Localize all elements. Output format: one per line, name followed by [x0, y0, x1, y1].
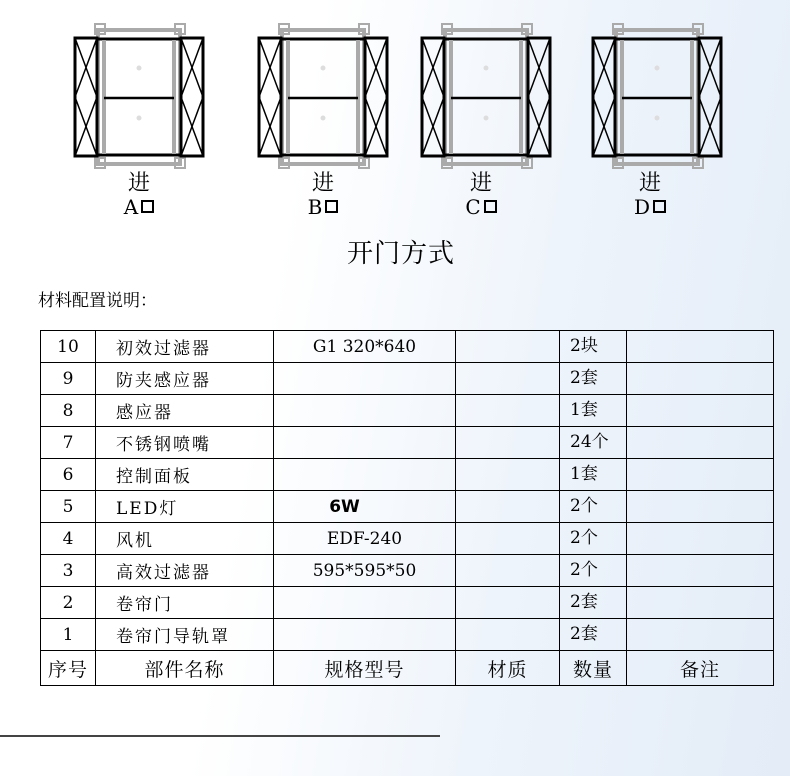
- part-name: 感应器: [96, 395, 274, 427]
- part-name: 控制面板: [96, 459, 274, 491]
- part-remark: [627, 331, 774, 363]
- door-label-d: [620, 173, 680, 217]
- square-marker-icon: [141, 200, 154, 213]
- row-number: 7: [41, 427, 96, 459]
- row-number: 4: [41, 523, 96, 555]
- part-remark: [627, 555, 774, 587]
- part-name: LED灯: [96, 491, 274, 523]
- part-spec: [274, 587, 456, 619]
- part-name: 不锈钢喷嘴: [96, 427, 274, 459]
- part-remark: [627, 587, 774, 619]
- door-label-c: [451, 173, 511, 217]
- table-header-row: [41, 651, 774, 686]
- part-name: 风机: [96, 523, 274, 555]
- part-quantity: 1套: [560, 459, 627, 491]
- part-name: 卷帘门: [96, 587, 274, 619]
- part-remark: [627, 459, 774, 491]
- part-quantity: 2个: [560, 555, 627, 587]
- enter-label: 进: [638, 171, 661, 196]
- part-name: 高效过滤器: [96, 555, 274, 587]
- parts-table: [40, 330, 774, 686]
- door-label-a: [109, 173, 169, 217]
- table-row: [41, 491, 774, 523]
- row-number: 5: [41, 491, 96, 523]
- part-remark: [627, 363, 774, 395]
- part-material: [456, 459, 560, 491]
- part-material: [456, 587, 560, 619]
- part-quantity: 2块: [560, 331, 627, 363]
- door-unit-d: [593, 24, 721, 168]
- part-material: [456, 491, 560, 523]
- header-quantity: 数量: [560, 651, 627, 686]
- table-row: [41, 587, 774, 619]
- header-spec: 规格型号: [274, 651, 456, 686]
- part-name: 初效过滤器: [96, 331, 274, 363]
- door-letter: C: [451, 197, 511, 217]
- enter-label: 进: [311, 171, 334, 196]
- door-unit-b: [259, 24, 387, 168]
- header-part-name: 部件名称: [96, 651, 274, 686]
- material-config-label: 材料配置说明：: [38, 291, 157, 311]
- part-spec: 595*595*50: [274, 555, 456, 587]
- part-quantity: 24个: [560, 427, 627, 459]
- row-number: 6: [41, 459, 96, 491]
- table-row: [41, 363, 774, 395]
- door-letter: B: [293, 197, 353, 217]
- part-name: 卷帘门导轨罩: [96, 619, 274, 651]
- table-row: [41, 619, 774, 651]
- table-row: [41, 395, 774, 427]
- part-quantity: 2套: [560, 619, 627, 651]
- square-marker-icon: [325, 200, 338, 213]
- part-spec: 6W: [274, 491, 456, 523]
- part-remark: [627, 619, 774, 651]
- part-material: [456, 523, 560, 555]
- part-spec: [274, 363, 456, 395]
- row-number: 9: [41, 363, 96, 395]
- header-remark: 备注: [627, 651, 774, 686]
- row-number: 8: [41, 395, 96, 427]
- part-material: [456, 363, 560, 395]
- door-unit-a: [75, 24, 203, 168]
- part-spec: [274, 427, 456, 459]
- part-remark: [627, 395, 774, 427]
- square-marker-icon: [653, 200, 666, 213]
- part-spec: [274, 619, 456, 651]
- row-number: 10: [41, 331, 96, 363]
- part-remark: [627, 491, 774, 523]
- part-material: [456, 555, 560, 587]
- part-quantity: 1套: [560, 395, 627, 427]
- door-label-b: [293, 173, 353, 217]
- square-marker-icon: [484, 200, 497, 213]
- enter-label: 进: [469, 171, 492, 196]
- part-quantity: 2个: [560, 523, 627, 555]
- table-row: [41, 427, 774, 459]
- door-letter: D: [620, 197, 680, 217]
- row-number: 2: [41, 587, 96, 619]
- part-material: [456, 331, 560, 363]
- table-row: [41, 459, 774, 491]
- divider: [0, 735, 440, 737]
- table-row: [41, 331, 774, 363]
- part-name: 防夹感应器: [96, 363, 274, 395]
- part-quantity: 2个: [560, 491, 627, 523]
- part-quantity: 2套: [560, 363, 627, 395]
- part-quantity: 2套: [560, 587, 627, 619]
- part-remark: [627, 427, 774, 459]
- table-row: [41, 555, 774, 587]
- header-material: 材质: [456, 651, 560, 686]
- door-letter: A: [109, 197, 169, 217]
- enter-label: 进: [127, 171, 150, 196]
- part-spec: [274, 395, 456, 427]
- part-material: [456, 395, 560, 427]
- part-remark: [627, 523, 774, 555]
- part-spec: [274, 459, 456, 491]
- door-unit-c: [422, 24, 550, 168]
- table-row: [41, 523, 774, 555]
- part-material: [456, 619, 560, 651]
- row-number: 1: [41, 619, 96, 651]
- row-number: 3: [41, 555, 96, 587]
- part-spec: G1 320*640: [274, 331, 456, 363]
- header-number: 序号: [41, 651, 96, 686]
- door-opening-title: 开门方式: [347, 239, 456, 269]
- part-material: [456, 427, 560, 459]
- part-spec: EDF-240: [274, 523, 456, 555]
